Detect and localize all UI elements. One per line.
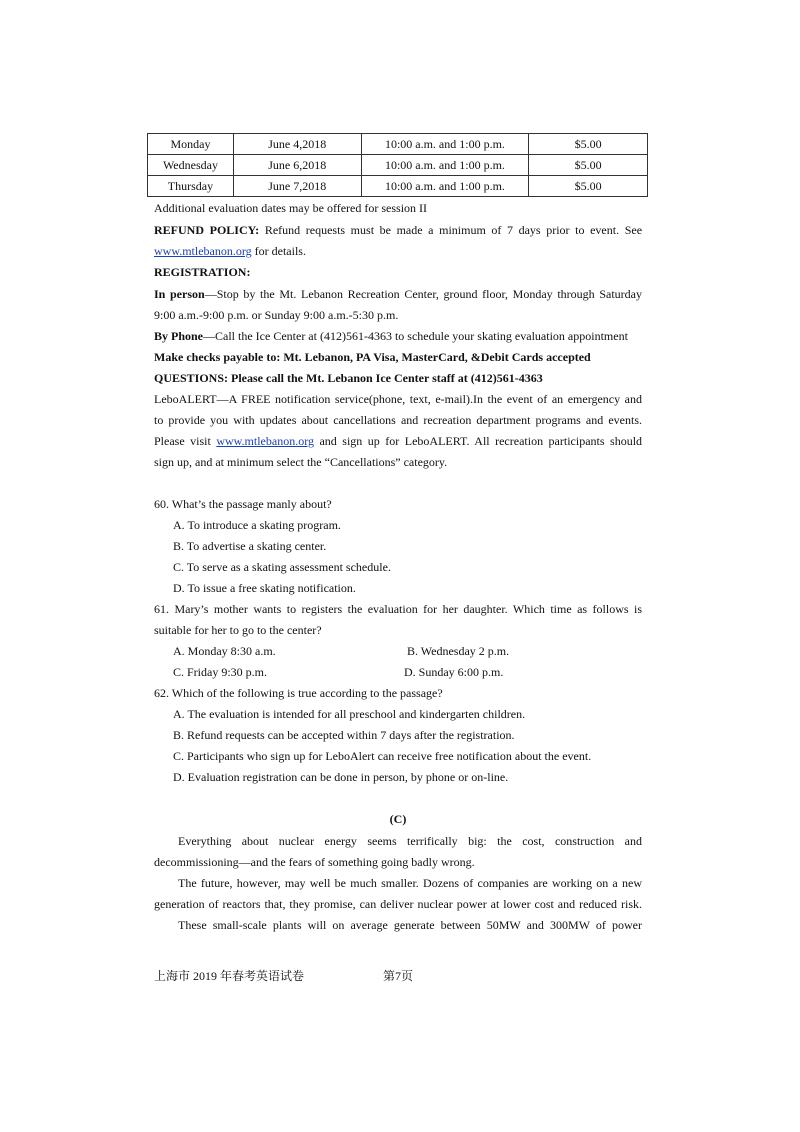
section-c-p2-line-2: generation of reactors that, they promise, can deliver nuclear power at lower cost and reduced risk. xyxy=(154,897,642,911)
times-cell: 10:00 a.m. and 1:00 p.m. xyxy=(361,134,529,155)
website-link[interactable]: www.mtlebanon.org xyxy=(154,244,252,258)
refund-policy-label: REFUND POLICY: xyxy=(154,223,260,237)
times-cell: 10:00 a.m. and 1:00 p.m. xyxy=(361,155,529,176)
q61-option-a: A. Monday 8:30 a.m. xyxy=(173,644,276,658)
q60-stem: 60. What’s the passage manly about? xyxy=(154,497,332,511)
by-phone-text: —Call the Ice Center at (412)561-4363 to schedule your skating evaluation appointment xyxy=(203,329,628,343)
table-row xyxy=(148,176,648,197)
by-phone-label: By Phone xyxy=(154,329,204,343)
q62-option-d: D. Evaluation registration can be done in person, by phone or on-line. xyxy=(173,770,509,784)
q61-option-c: C. Friday 9:30 p.m. xyxy=(173,665,268,679)
q60-option-a: A. To introduce a skating program. xyxy=(173,518,341,532)
section-c-p3-line-1: These small-scale plants will on average generate between 50MW and 300MW of power xyxy=(178,918,642,932)
refund-policy-line xyxy=(154,223,642,238)
alert-line-2: to provide you with updates about cancellations and recreation department programs and events. xyxy=(154,413,642,427)
date-cell: June 7,2018 xyxy=(233,176,361,197)
section-c-heading: (C) xyxy=(389,812,407,826)
q60-option-d: D. To issue a free skating notification. xyxy=(173,581,356,595)
day-cell: Thursday xyxy=(148,176,234,197)
times-cell: 10:00 a.m. and 1:00 p.m. xyxy=(361,176,529,197)
section-c-p1-line-2: decommissioning—and the fears of something going badly wrong. xyxy=(154,855,475,869)
refund-details-line xyxy=(154,244,306,259)
additional-dates-note: Additional evaluation dates may be offered for session II xyxy=(154,201,428,215)
by-phone-line xyxy=(154,329,628,344)
alert-signup-text: and sign up for LeboALERT. All recreation participants should xyxy=(319,434,643,448)
section-c-p2-line-1: The future, however, may well be much smaller. Dozens of companies are working on a new xyxy=(178,876,642,890)
refund-policy-text: Refund requests must be made a minimum of 7 days prior to event. See xyxy=(264,223,643,237)
q61-option-d: D. Sunday 6:00 p.m. xyxy=(404,665,504,679)
q60-option-c: C. To serve as a skating assessment schedule. xyxy=(173,560,391,574)
day-cell: Wednesday xyxy=(148,155,234,176)
alert-line-3 xyxy=(154,434,642,449)
table-row xyxy=(148,134,648,155)
fee-cell: $5.00 xyxy=(529,176,648,197)
registration-heading: REGISTRATION: xyxy=(154,265,251,279)
questions-contact: QUESTIONS: Please call the Mt. Lebanon Ice Center staff at (412)561-4363 xyxy=(154,371,543,385)
alert-line-4: sign up, and at minimum select the “Cancellations” category. xyxy=(154,455,448,469)
evaluation-schedule-table xyxy=(147,133,648,197)
q62-option-c: C. Participants who sign up for LeboAlert can receive free notification about the event. xyxy=(173,749,592,763)
payment-note: Make checks payable to: Mt. Lebanon, PA Visa, MasterCard, &Debit Cards accepted xyxy=(154,350,591,364)
q61-stem-line-2: suitable for her to go to the center? xyxy=(154,623,322,637)
alert-line-1: LeboALERT—A FREE notification service(phone, text, e-mail).In the event of an emergency and xyxy=(154,392,642,406)
alert-visit-text: Please visit xyxy=(154,434,211,448)
day-cell: Monday xyxy=(148,134,234,155)
q62-option-b: B. Refund requests can be accepted within 7 days after the registration. xyxy=(173,728,515,742)
q61-option-b: B. Wednesday 2 p.m. xyxy=(407,644,510,658)
section-c-p1-line-1: Everything about nuclear energy seems terrifically big: the cost, construction and xyxy=(178,834,642,848)
in-person-line xyxy=(154,287,642,302)
date-cell: June 6,2018 xyxy=(233,155,361,176)
in-person-text: —Stop by the Mt. Lebanon Recreation Center, ground floor, Monday through Saturday xyxy=(204,287,642,301)
fee-cell: $5.00 xyxy=(529,155,648,176)
q60-option-b: B. To advertise a skating center. xyxy=(173,539,327,553)
website-link[interactable]: www.mtlebanon.org xyxy=(216,434,314,448)
fee-cell: $5.00 xyxy=(529,134,648,155)
refund-details-text: for details. xyxy=(254,244,306,258)
q62-stem: 62. Which of the following is true according to the passage? xyxy=(154,686,443,700)
table-row xyxy=(148,155,648,176)
exam-title-footer: 上海市 2019 年春考英语试卷 xyxy=(154,969,305,983)
in-person-label: In person xyxy=(154,287,205,301)
date-cell: June 4,2018 xyxy=(233,134,361,155)
q62-option-a: A. The evaluation is intended for all preschool and kindergarten children. xyxy=(173,707,526,721)
in-person-hours: 9:00 a.m.-9:00 p.m. or Sunday 9:00 a.m.-5:30 p.m. xyxy=(154,308,399,322)
page-number: 第7页 xyxy=(383,969,414,983)
q61-stem-line-1: 61. Mary’s mother wants to registers the evaluation for her daughter. Which time as follows is xyxy=(154,602,642,616)
